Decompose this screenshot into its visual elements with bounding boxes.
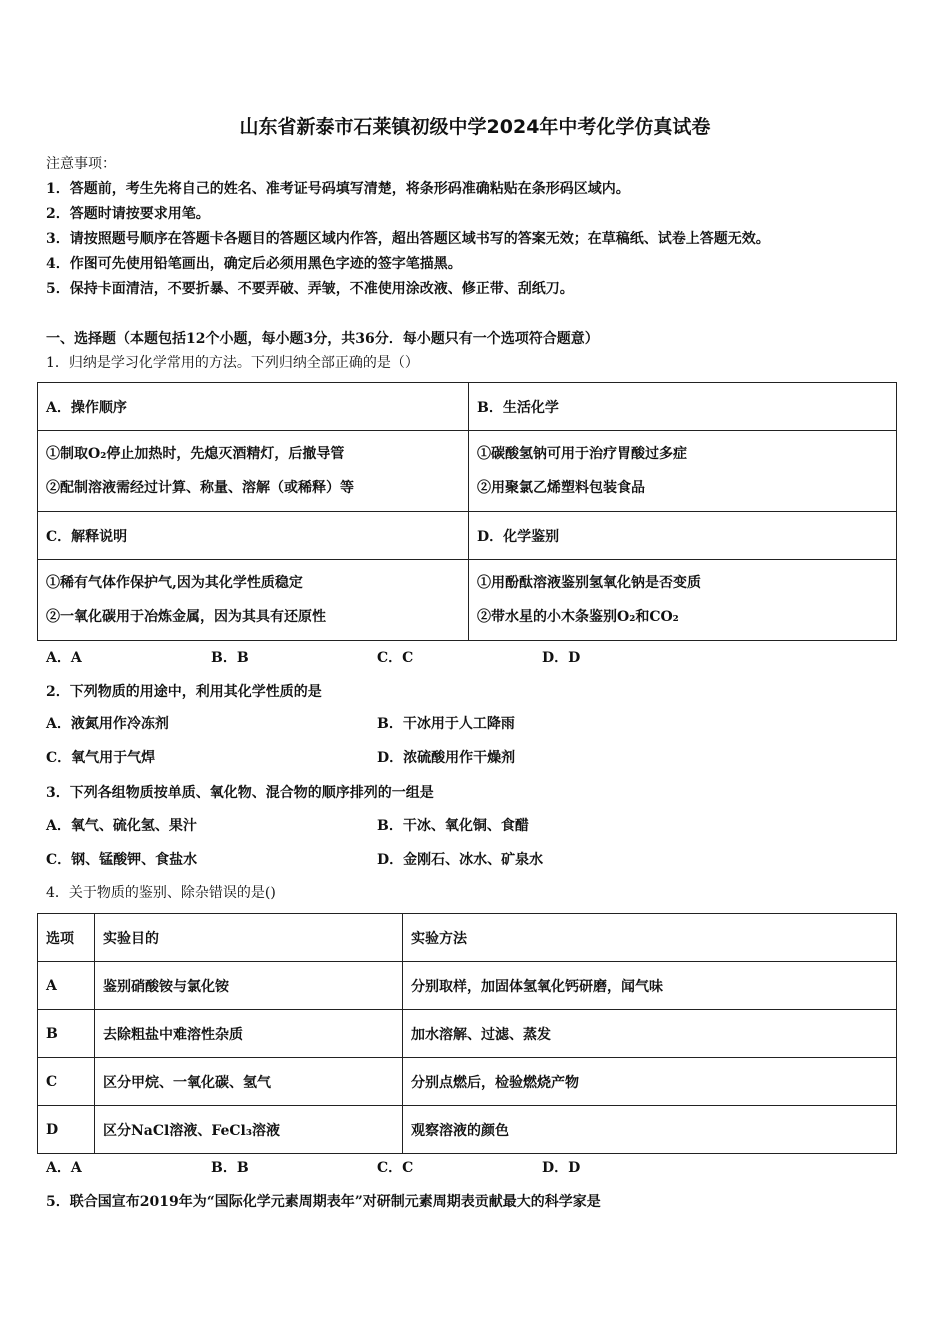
q1-option-a[interactable]: A．A xyxy=(46,650,82,666)
q4-option-b[interactable]: B．B xyxy=(211,1160,249,1176)
row-label: B xyxy=(38,1010,95,1058)
row-purpose: 区分甲烷、一氧化碳、氢气 xyxy=(95,1058,403,1106)
cell-d-line1: ①用酚酞溶液鉴别氢氧化钠是否变质 xyxy=(477,575,701,591)
header-option: 选项 xyxy=(38,914,95,962)
q2-option-d[interactable]: D．浓硫酸用作干燥剂 xyxy=(377,750,516,766)
cell-c-head: C．解释说明 xyxy=(38,512,469,560)
q2-option-a[interactable]: A．液氮用作冷冻剂 xyxy=(46,716,169,732)
notice-item: 4．作图可先使用铅笔画出，确定后必须用黑色字迹的签字笔描黑。 xyxy=(46,256,462,272)
cell-b-head: B．生活化学 xyxy=(469,383,897,431)
notice-item: 1．答题前，考生先将自己的姓名、准考证号码填写清楚，将条形码准确粘贴在条形码区域内。 xyxy=(46,181,630,197)
row-purpose: 去除粗盐中难溶性杂质 xyxy=(95,1010,403,1058)
row-method: 观察溶液的颜色 xyxy=(403,1106,897,1154)
cell-c-line2: ②一氧化碳用于冶炼金属，因为其具有还原性 xyxy=(46,609,326,625)
row-label: D xyxy=(38,1106,95,1154)
cell-c-body xyxy=(38,560,469,641)
row-method: 分别点燃后，检验燃烧产物 xyxy=(403,1058,897,1106)
q4-option-d[interactable]: D．D xyxy=(542,1160,581,1176)
cell-d-line2: ②带水星的小木条鉴别O₂和CO₂ xyxy=(477,609,679,625)
q4-option-a[interactable]: A．A xyxy=(46,1160,82,1176)
row-label: C xyxy=(38,1058,95,1106)
notice-heading: 注意事项： xyxy=(46,156,116,172)
row-method: 分别取样，加固体氢氧化钙研磨，闻气味 xyxy=(403,962,897,1010)
cell-c-line1: ①稀有气体作保护气,因为其化学性质稳定 xyxy=(46,575,303,591)
q2-option-c[interactable]: C．氧气用于气焊 xyxy=(46,750,156,766)
row-label: A xyxy=(38,962,95,1010)
cell-a-head: A．操作顺序 xyxy=(38,383,469,431)
q3-option-d[interactable]: D．金刚石、冰水、矿泉水 xyxy=(377,852,544,868)
question-5-stem: 5．联合国宣布2019年为“国际化学元素周期表年”对研制元素周期表贡献最大的科学家是 xyxy=(46,1194,601,1210)
question-4-table xyxy=(37,913,897,1154)
question-3-stem: 3．下列各组物质按单质、氧化物、混合物的顺序排列的一组是 xyxy=(46,785,434,801)
page-title: 山东省新泰市石莱镇初级中学2024年中考化学仿真试卷 xyxy=(239,116,711,138)
cell-d-body xyxy=(469,560,897,641)
section-heading: 一、选择题（本题包括12个小题，每小题3分，共36分．每小题只有一个选项符合题意） xyxy=(46,331,599,347)
q4-option-c[interactable]: C．C xyxy=(377,1160,414,1176)
cell-d-head: D．化学鉴别 xyxy=(469,512,897,560)
row-purpose: 鉴别硝酸铵与氯化铵 xyxy=(95,962,403,1010)
row-purpose: 区分NaCl溶液、FeCl₃溶液 xyxy=(95,1106,403,1154)
question-4-stem: 4．关于物质的鉴别、除杂错误的是() xyxy=(46,885,276,901)
q3-option-a[interactable]: A．氧气、硫化氢、果汁 xyxy=(46,818,197,834)
q3-option-b[interactable]: B．干冰、氧化铜、食醋 xyxy=(377,818,529,834)
q2-option-b[interactable]: B．干冰用于人工降雨 xyxy=(377,716,515,732)
cell-b-line1: ①碳酸氢钠可用于治疗胃酸过多症 xyxy=(477,446,687,462)
header-method: 实验方法 xyxy=(403,914,897,962)
notice-item: 3．请按照题号顺序在答题卡各题目的答题区域内作答，超出答题区域书写的答案无效；在草稿纸、试卷上答题无效。 xyxy=(46,231,770,247)
cell-a-body xyxy=(38,431,469,512)
question-1-stem: 1．归纳是学习化学常用的方法。下列归纳全部正确的是（） xyxy=(46,355,419,371)
q1-option-c[interactable]: C．C xyxy=(377,650,414,666)
cell-a-line2: ②配制溶液需经过计算、称量、溶解（或稀释）等 xyxy=(46,480,354,496)
question-2-stem: 2．下列物质的用途中，利用其化学性质的是 xyxy=(46,684,322,700)
row-method: 加水溶解、过滤、蒸发 xyxy=(403,1010,897,1058)
cell-b-line2: ②用聚氯乙烯塑料包装食品 xyxy=(477,480,645,496)
q3-option-c[interactable]: C．钢、锰酸钾、食盐水 xyxy=(46,852,198,868)
q1-option-d[interactable]: D．D xyxy=(542,650,581,666)
question-1-table xyxy=(37,382,897,641)
header-purpose: 实验目的 xyxy=(95,914,403,962)
notice-item: 5．保持卡面清洁，不要折暴、不要弄破、弄皱，不准使用涂改液、修正带、刮纸刀。 xyxy=(46,281,574,297)
cell-b-body xyxy=(469,431,897,512)
notice-item: 2．答题时请按要求用笔。 xyxy=(46,206,210,222)
q1-option-b[interactable]: B．B xyxy=(211,650,249,666)
cell-a-line1: ①制取O₂停止加热时，先熄灭酒精灯，后撤导管 xyxy=(46,446,345,462)
